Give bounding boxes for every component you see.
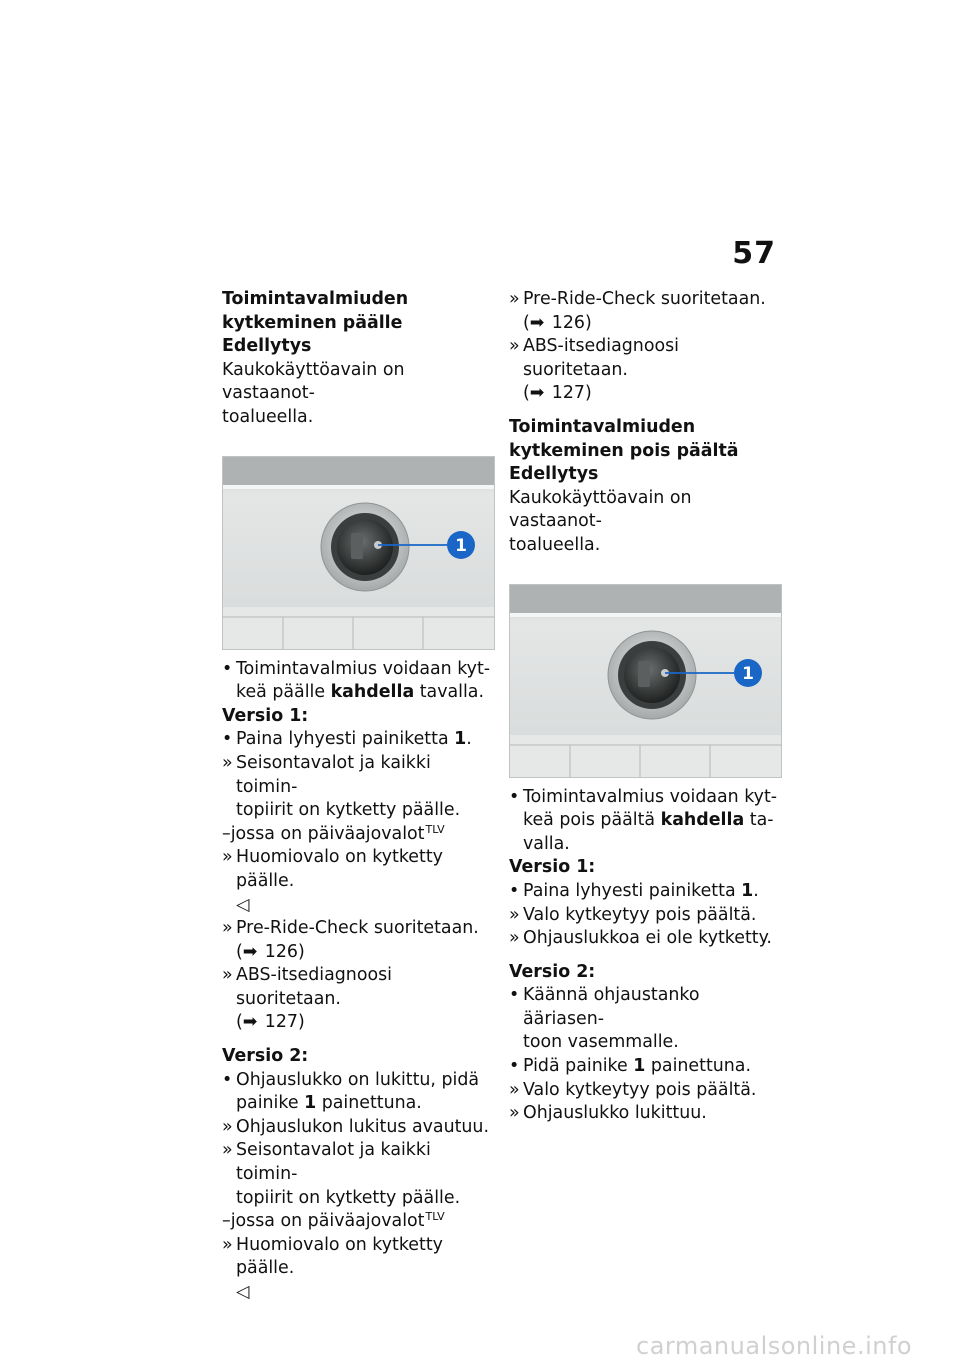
- result-item: » ABS-itsediagnoosi suoritetaan. (➡ 127): [222, 964, 494, 1035]
- version-heading: Versio 1:: [509, 857, 596, 878]
- end-mark: ◁: [236, 894, 250, 915]
- figure-callout-label: 1: [455, 535, 467, 556]
- list-item: • Käännä ohjaustanko ääriasen- toon vasemmalle.: [509, 985, 700, 1053]
- list-item: • Pidä painike 1 painettuna.: [509, 1056, 751, 1077]
- result-item: » Seisontavalot ja kaikki toimin- topiirit on kytketty päälle.: [222, 752, 461, 821]
- equipment-note: –jossa on päiväajovalot$^{TLV}$: [222, 1210, 445, 1232]
- page-ref-arrow-icon: ➡: [242, 941, 258, 962]
- left-column: [222, 288, 494, 1305]
- prerequisite-text: Kaukokäyttöavain on vastaanot- toalueella.: [222, 359, 405, 427]
- page-ref-arrow-icon: ➡: [529, 312, 545, 333]
- list-item: • Paina lyhyesti painiketta 1.: [509, 880, 759, 901]
- result-item: » Ohjauslukko lukittuu.: [509, 1103, 707, 1124]
- end-mark: ◁: [236, 1282, 250, 1302]
- ignition-button-figure: [509, 584, 782, 778]
- result-item: » Valo kytkeytyy pois päältä.: [509, 904, 757, 925]
- list-item: • Ohjauslukko on lukittu, pidä painike 1 painettuna.: [222, 1069, 480, 1114]
- result-item: » Ohjauslukkoa ei ole kytketty.: [509, 928, 772, 949]
- result-item: » Valo kytkeytyy pois päältä.: [509, 1079, 757, 1100]
- section-heading: Toimintavalmiuden kytkeminen pois päältä: [509, 416, 739, 461]
- list-item: • Toimintavalmius voidaan kyt- keä pois päältä kahdella ta- valla.: [509, 786, 778, 854]
- figure-callout-label: 1: [742, 663, 754, 684]
- version-heading: Versio 2:: [509, 961, 596, 982]
- result-item: » Huomiovalo on kytketty päälle.: [222, 1234, 443, 1279]
- result-item: » Ohjauslukon lukitus avautuu.: [222, 1116, 489, 1137]
- result-item: » Pre-Ride-Check suoritetaan. (➡ 126): [509, 288, 781, 335]
- list-item: • Toimintavalmius voidaan kyt- keä päälle kahdella tavalla.: [222, 658, 491, 703]
- prerequisite-heading: Edellytys: [222, 336, 312, 357]
- version-heading: Versio 1:: [222, 705, 309, 726]
- result-item: » Pre-Ride-Check suoritetaan. (➡ 126): [222, 917, 494, 964]
- right-column: [509, 288, 781, 1126]
- result-item: » Huomiovalo on kytketty päälle.: [222, 847, 443, 891]
- page-ref-arrow-icon: ➡: [242, 1012, 258, 1033]
- result-item: » Seisontavalot ja kaikki toimin- topiirit on kytketty päälle.: [222, 1140, 461, 1208]
- list-item: • Paina lyhyesti painiketta 1.: [222, 729, 472, 750]
- page-ref-arrow-icon: ➡: [529, 383, 545, 404]
- equipment-note: –jossa on päiväajovalot$^{TLV}$: [222, 822, 445, 844]
- ignition-button-figure: [222, 456, 495, 650]
- section-heading: Toimintavalmiuden kytkeminen päälle: [222, 289, 409, 333]
- watermark-link[interactable]: carmanualsonline.info: [636, 1332, 913, 1360]
- prerequisite-text: Kaukokäyttöavain on vastaanot- toalueella.: [509, 487, 692, 555]
- prerequisite-heading: Edellytys: [509, 464, 599, 485]
- page-number: 57: [732, 236, 776, 271]
- result-item: » ABS-itsediagnoosi suoritetaan. (➡ 127): [509, 335, 781, 406]
- version-heading: Versio 2:: [222, 1046, 309, 1067]
